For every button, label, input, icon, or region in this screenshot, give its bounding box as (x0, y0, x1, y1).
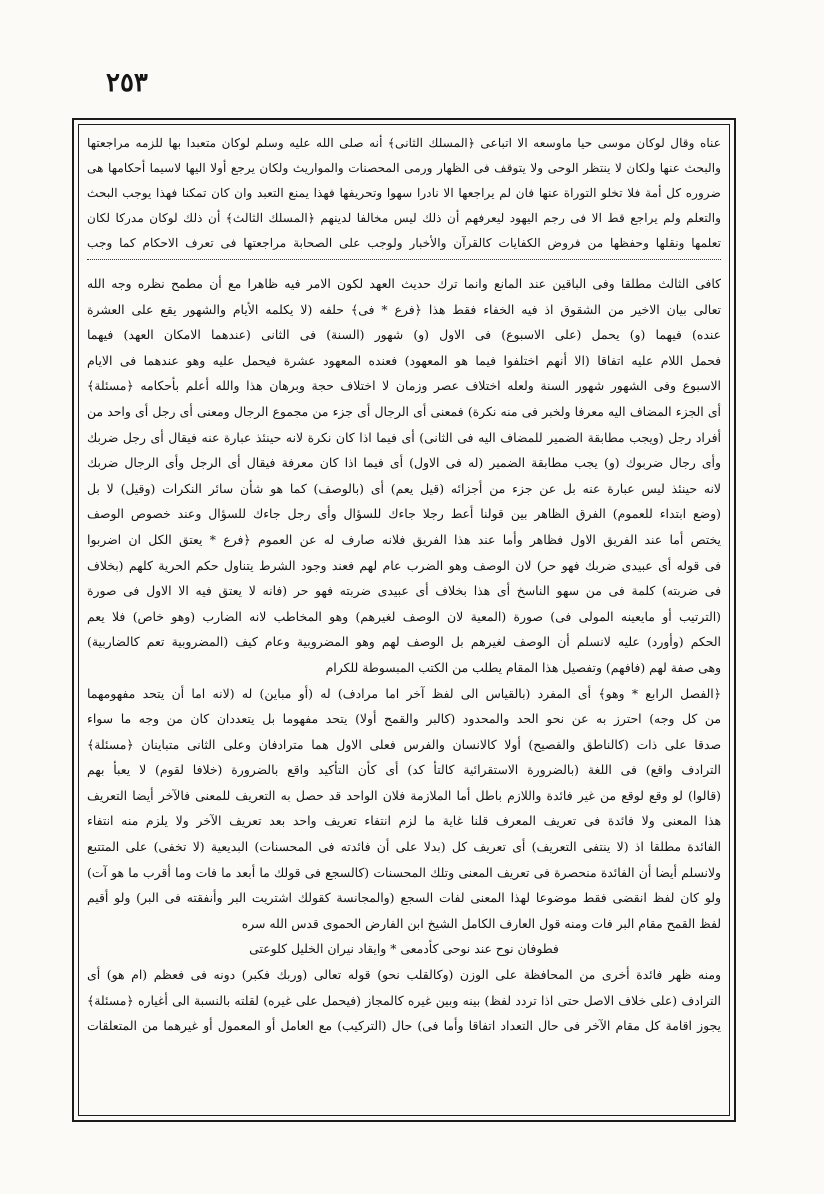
text-line: وأى رجال ضربوك (و) يجب مطابقة الضمير (له فى الاول) أى فيما اذا كان معرفة فيقال أى الرجل وأى الرجال ضربك (87, 455, 721, 471)
text-line: (الترتيب أو مايعينه المولى فى) صورة (المعية لان الوصف لغيرهم) وهو المخاطب لانه الضارب (وهو خاص) فلا يعم (87, 608, 721, 624)
verse-line: فطوفان نوح عند نوحى كأدمعى * وايقاد نيران الخليل كلوعتى (249, 941, 559, 957)
margin-line: تعلمها ونقلها وحفظها من فروض الكفايات كالقرآن والأخبار ولوجب على الصحابة مراجعتها فى تعرف الاحكام كما وجب (87, 236, 721, 250)
text-line: تعالى بيان الاخير من الشقوق اذ فيه الخفاء فقط هذا ﴿فرع * فى﴾ حلفه (لا يكلمه الأيام والشهور يقع على العشرة (87, 301, 721, 317)
text-line: هذا المعنى ولا فائدة فى تعريف المعرف قلنا غاية ما لزم انتفاء تعريف واحد بعد تعريف الآخر ولا يلزم منه انتفاء (87, 813, 721, 829)
text-line: عنده) فيهما (و) يحمل (على الاسبوع) فى الاول (و) شهور (السنة) فى الثانى (عندهما الامكان العهد) فيهما (87, 327, 721, 343)
text-line: (وضع ابتداء للعموم) الفرق الظاهر بين قولنا أعط رجلا جاءك للسؤال وأى رجل جاءك للسؤال وعند خصوص الوصف (87, 506, 721, 522)
text-line: أفراد رجل (ويجب مطابقة الضمير للمضاف اليه فى الثانى) أى فيما اذا كان نكرة لانه حينئذ عبارة عنه فيقال أى رجل ضربك (87, 429, 721, 445)
margin-line: ضروره كل أمة فلا تخلو التوراة عنها فان لم يراجعها الا نادرا سهوا وتحريفها فهذا يمنع التعبد وان كان تمكنا فهذا يوجب البحث (87, 186, 721, 200)
text-line: فى قوله أى عبيدى ضربك فهو حر) لان الوصف وهو الضرب عام لهم فعند وجود الشرط يتناول حكم الحرية كلهم (بخلاف (87, 557, 721, 573)
text-line: ومنه ظهر فائدة أخرى من المحافظة على الوزن (وكالقلب نحو) قوله تعالى (وربك فكبر) دونه فى فعظم (ام هو) أى (87, 967, 721, 983)
text-line: الترادف (على خلاف الاصل حتى اذا تردد لفظ) بينه وبين غيره كالمجاز (فيحمل على غيره) لقلته بالنسبة الى أغياره ﴿مسئلة﴾ (87, 992, 721, 1008)
text-line: الحكم (وأورد) عليه لانسلم أن الوصف لغيرهم بل الوصف لهم وهو المضروبية وعام كيف (المضروبية تعم كالضاربية) (87, 634, 721, 650)
margin-line: والبحث عنها ولكان لا ينتظر الوحى ولا يتوقف فى الظهار ورمى المحصنات والمواريث ولكان يرجع أولا اليها لاسيما أحكامها هى (87, 161, 721, 175)
margin-line: والتعلم ولم يراجع قط الا فى رجم اليهود ليعرفهم أن ذلك ليس مخالفا لدينهم ﴿المسلك الثالث﴾ أن ذلك لوكان مدركا لكان (87, 211, 721, 225)
text-line: أى الجزء المضاف اليه معرفا ولخبر فى منه نكرة) فمعنى أى الرجال أى جزء من مجموع الرجال ومعنى أى رجل أى واحد من (87, 403, 721, 419)
text-line: يختص أما عند الفريق الاول فظاهر وأما عند هذا الفريق فلانه صارف له عن العموم ﴿فرع * يعتق الكل ان اضربوا (87, 531, 721, 547)
text-line: لانه حينئذ ليس عبارة عنه بل عن جزء من أجزائه (قيل يعم) أى (بالوصف) كما هو شأن سائر النكرات (وقيل) لا بل (87, 480, 721, 496)
main-text (87, 271, 721, 1039)
text-line: فى ضربته) كلمة فى من سهو الناسخ أى هذا بخلاف أى عبيدى ضربته فهو حر (فانه لا يعتق فيه الا الاول فى صورة (87, 583, 721, 599)
text-line: فحمل اللام عليه اتفاقا (الا أنهم اختلفوا فيما هو المعهود) فعنده المعهود عشرة فيحمل عليه وهو عندهما فى الايام (87, 352, 721, 368)
text-line: لفظ القمح مقام البر فات ومنه قول العارف الكامل الشيخ ابن الفارض الحموى قدس الله سره (241, 915, 721, 931)
margin-commentary (87, 131, 721, 256)
margin-line: عناه وقال لوكان موسى حيا ماوسعه الا اتباعى ﴿المسلك الثانى﴾ أنه صلى الله عليه وسلم لوكان متعبدا بها للزمه مراجعتها (87, 136, 721, 150)
text-line: ولانسلم أيضا أن الفائدة منحصرة فى تعريف المعنى وتلك المحسنات (كالسجع فى قولك ما أبعد ما فات وما أقرب ما هو آت) (87, 864, 721, 880)
section-divider (87, 259, 721, 260)
text-line: الترادف واقع) فى اللغة (بالضرورة الاستقرائية كالتأ كد) أى كأن التأكيد واقع بالضرورة (خلافا لقوم) لا يعبأ بهم (87, 762, 721, 778)
page-number: ٢٥٣ (106, 68, 148, 98)
text-line: وهى صفة لهم (فافهم) وتفصيل هذا المقام يطلب من الكتب المبسوطة للكرام (325, 659, 721, 675)
page-frame-inner (78, 124, 730, 1116)
text-line: يجوز اقامة كل مقام الآخر فى حال التعداد اتفاقا وأما فى) حال (التركيب) مع العامل أو المعمول أو غيرهما من المتعلقات (87, 1018, 721, 1034)
text-line: الاسبوع وفى الشهور شهور السنة ولعله اختلاف عصر وزمان لا اختلاف حجة وبرهان هذا والله أعلم بأحكامه ﴿مسئلة﴾ (87, 378, 721, 394)
text-line: من كل وجه) احترز به عن نحو الحد والمحدود (كالبر والقمح أولا) يتحد مفهوما بل يتعددان كان من وجه ما سواء (87, 711, 721, 727)
text-line: ﴿الفصل الرابع * وهو﴾ أى المفرد (بالقياس الى لفظ آخر اما مرادف) له (أو مباين) له (لانه اما أن يتحد مفهومهما (87, 685, 721, 701)
text-line: الفائدة مطلقا اذ (لا ينتفى التعريف) أى تعريف كل (بدلا على أن فائدته فى المحسنات) البديعية (لا تخفى) على المتتبع (87, 839, 721, 855)
text-line: ولو كان لفظ انقضى فقط موضوعا لهذا المعنى لفات السجع (والمجانسة كقولك اشتريت البر وأنفقته فى البر) ولو أقيم (87, 890, 721, 906)
text-line: صدقا على ذات (كالناطق والفصيح) أولا كالانسان والفرس فعلى الاول هما مترادفان وعلى الثانى متباينان ﴿مسئلة﴾ (87, 736, 721, 752)
text-line: كافى الثالث مطلقا وفى الباقين عند المانع وانما ترك حديث العهد لكون الامر فيه ظاهرا مع أن مطمح نظره وجه الله (87, 276, 721, 291)
page-frame (72, 118, 736, 1122)
text-line: (قالوا) لو وقع لوقع من غير فائدة واللازم باطل أما الملازمة فلان الواحد قد حصل به التعريف للمعنى فالآخر أيضا التعريف (87, 787, 721, 803)
